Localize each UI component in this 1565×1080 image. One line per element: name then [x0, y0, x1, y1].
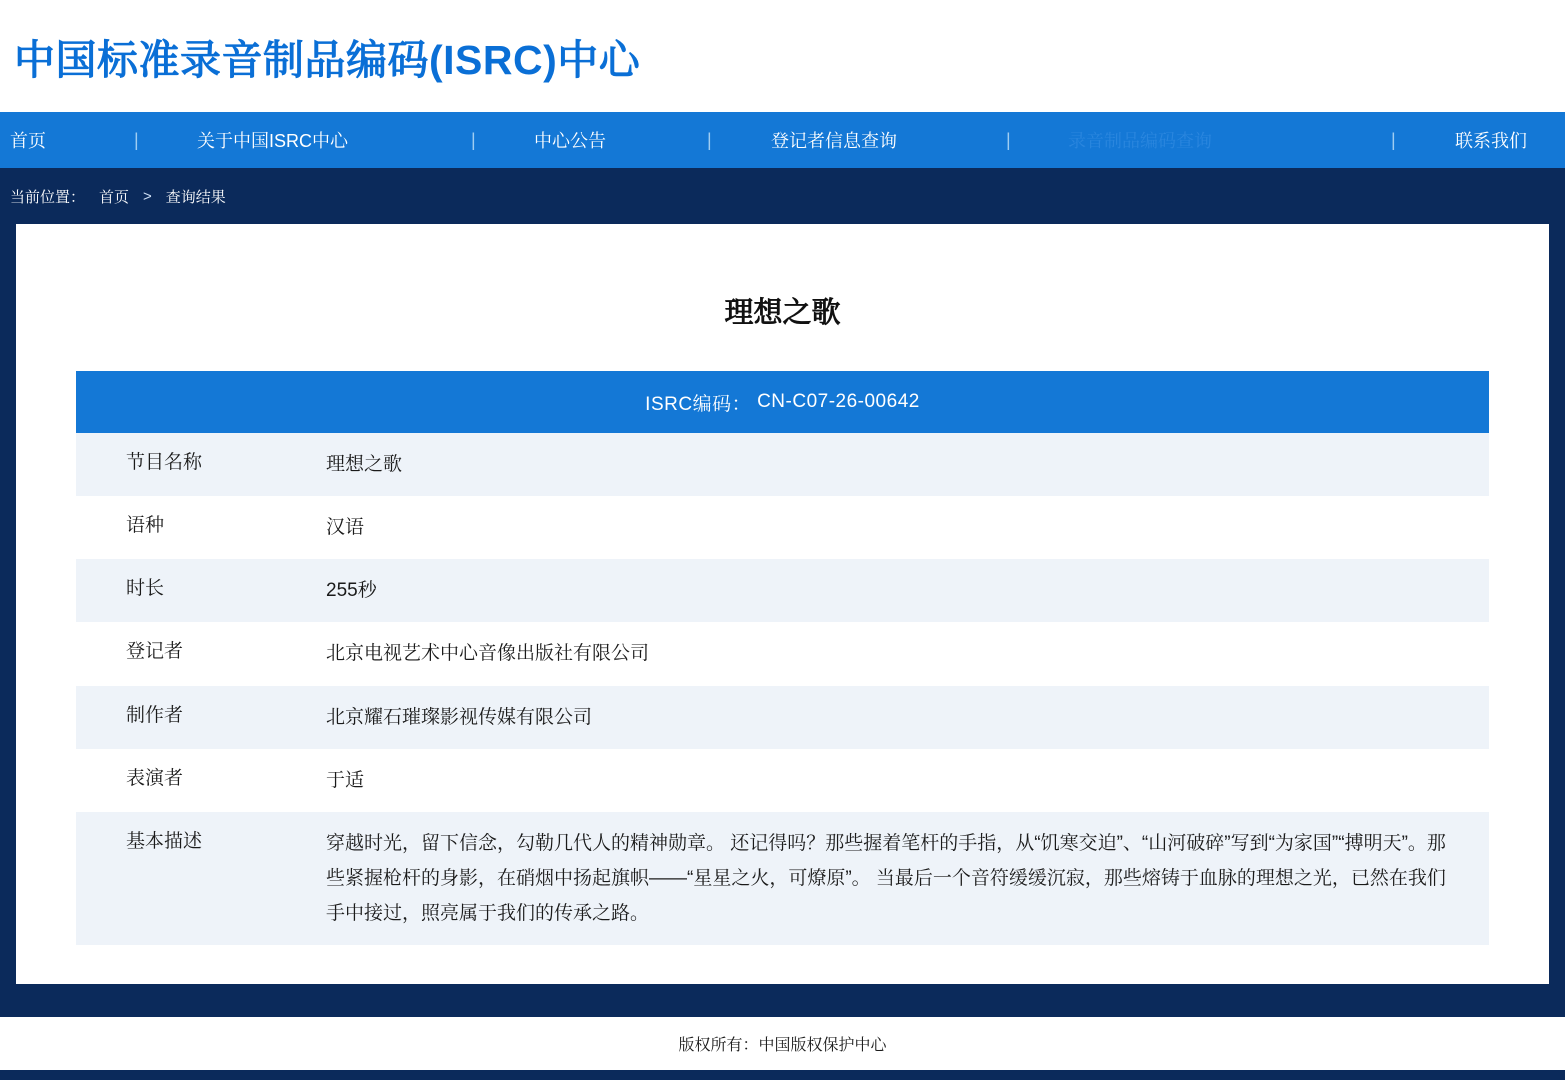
- nav-separator: |: [1391, 129, 1396, 150]
- row-value: 穿越时光，留下信念，勾勒几代人的精神勋章。 还记得吗？那些握着笔杆的手指，从“饥寒交迫”、“山河破碎”写到“为家国”“搏明天”。那些紧握枪杆的身影，在硝烟中扬起旗帜——“星星之火，可燎原”。 当最后一个音符缓缓沉寂，那些熔铸于血脉的理想之光，已然在我们手中接过，照亮属于我们的传承之路。: [326, 832, 1446, 925]
- row-value: 北京耀石璀璨影视传媒有限公司: [326, 706, 593, 728]
- table-row: [76, 749, 1489, 812]
- nav-item-registrant-query[interactable]: 登记者信息查询: [771, 131, 897, 151]
- copyright-text: 版权所有：中国版权保护中心: [678, 1037, 887, 1054]
- table-row: [76, 686, 1489, 749]
- nav-item-about[interactable]: 关于中国ISRC中心: [197, 131, 349, 151]
- nav-separator: |: [471, 129, 476, 150]
- record-title: 理想之歌: [724, 297, 841, 329]
- nav-separator: |: [707, 129, 712, 150]
- nav-item-announcements[interactable]: 中心公告: [534, 131, 606, 151]
- isrc-label: ISRC编码：: [645, 393, 752, 415]
- row-value: 理想之歌: [326, 454, 403, 475]
- nav-separator: |: [1006, 129, 1011, 150]
- record-detail-table: [76, 433, 1489, 945]
- row-value: 北京电视艺术中心音像出版社有限公司: [326, 643, 650, 665]
- row-label: 表演者: [126, 767, 184, 789]
- row-value: 于适: [326, 769, 365, 791]
- table-row: [76, 433, 1489, 496]
- main-navigation: [0, 112, 1565, 168]
- row-label: 时长: [126, 578, 165, 600]
- nav-item-home[interactable]: 首页: [10, 131, 46, 151]
- isrc-code-band: [76, 371, 1489, 433]
- table-row: [76, 622, 1489, 685]
- row-value: 255秒: [326, 580, 377, 602]
- nav-item-recording-code-query[interactable]: 录音制品编码查询: [1068, 131, 1212, 151]
- page-title: 中国标准录音制品编码(ISRC)中心: [14, 36, 641, 83]
- result-card: [16, 224, 1549, 984]
- row-label: 基本描述: [126, 830, 203, 852]
- breadcrumb-item-home[interactable]: 首页: [99, 188, 130, 206]
- row-label: 语种: [126, 515, 165, 537]
- site-header: [0, 0, 1565, 112]
- breadcrumb-arrow-icon: >: [143, 187, 152, 205]
- breadcrumb-label: 当前位置：: [10, 188, 86, 206]
- table-row: [76, 812, 1489, 945]
- row-label: 节目名称: [126, 452, 203, 473]
- site-footer: [0, 1014, 1565, 1070]
- content-area: [0, 224, 1565, 1014]
- breadcrumb-item-results: 查询结果: [165, 188, 226, 206]
- table-row: [76, 496, 1489, 559]
- row-label: 登记者: [126, 641, 184, 663]
- table-row: [76, 559, 1489, 622]
- breadcrumb: [0, 168, 1565, 224]
- isrc-value: CN-C07-26-00642: [757, 391, 920, 412]
- nav-item-contact[interactable]: 联系我们: [1455, 131, 1527, 151]
- row-value: 汉语: [326, 517, 365, 539]
- row-label: 制作者: [126, 704, 184, 726]
- nav-separator: |: [134, 129, 139, 150]
